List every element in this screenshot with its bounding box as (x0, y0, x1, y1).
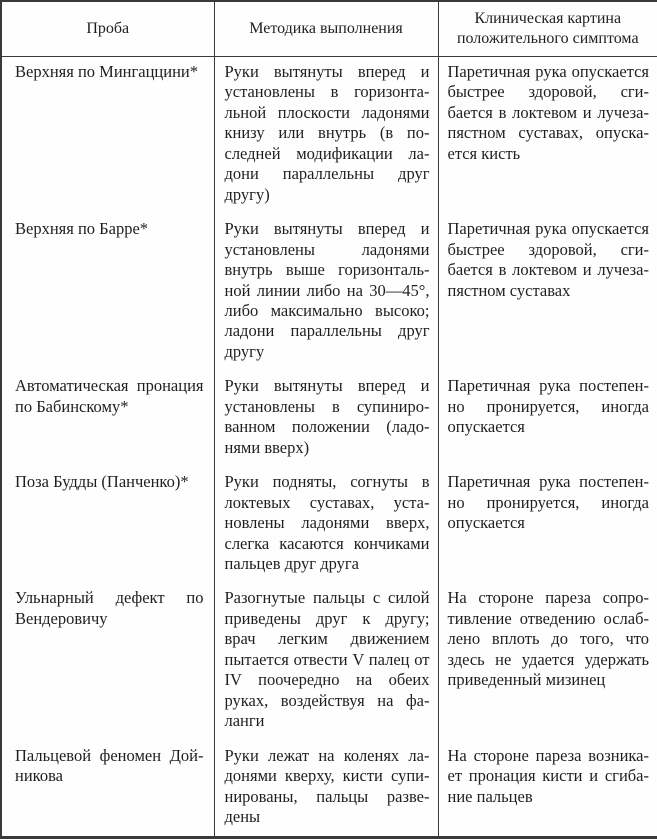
clinical-cell: Паретичная рука постепенно пронируется, иногда опускается (438, 371, 657, 467)
proba-cell: Пальцевой феномен Дойникова (15, 745, 204, 786)
proba-cell: Верхняя по Мингаццини* (15, 62, 198, 81)
clinical-cell: Паретичная рука опускается быстрее здоровой, сгибается в локтевом и лучезапястном суставах (438, 214, 657, 371)
table-row (1, 741, 657, 838)
table-row (1, 371, 657, 467)
proba-cell: Поза Будды (Панченко)* (15, 472, 189, 492)
table-row (1, 57, 657, 215)
proba-cell: Ульнарный дефект по Вендеровичу (15, 588, 204, 628)
method-cell: Руки подняты, согнуты в локтевых суставах, установлены ладонями вверх, слегка касаются кончиками пальцев друг друга (214, 467, 438, 583)
clinical-cell: На стороне пареза сопротивление отведению ослаблено вплоть до того, что здесь не удается удержать приведенный мизинец (438, 583, 657, 740)
clinical-cell: Паретичная рука постепенно пронируется, иногда опускается (438, 467, 657, 583)
header-proba: Проба (1, 1, 214, 57)
table-row (1, 214, 657, 371)
header-clinical: Клиническая картина положительного симптома (438, 1, 657, 57)
method-cell: Руки лежат на коленях ладонями кверху, кисти супинированы, пальцы разведены (214, 741, 438, 838)
proba-cell: Автоматическая пронация по Бабинскому* (15, 376, 204, 416)
table-row (1, 467, 657, 583)
table-row (1, 583, 657, 740)
method-cell: Руки вытянуты вперед и установлены в горизонтальной плоскости ладонями книзу или внутрь (в последней модификации ладони параллельны друг другу) (214, 57, 438, 215)
clinical-cell: На стороне пареза возникает пронация кисти и сгибание пальцев (438, 741, 657, 838)
method-cell: Руки вытянуты вперед и установлены ладонями внутрь выше горизонтальной линии либо на 30—45°, либо максимально высоко; ладони параллельны друг другу (214, 214, 438, 371)
header-method: Методика выполнения (214, 1, 438, 57)
clinical-cell: Паретичная рука опускается быстрее здоровой, сгибается в локтевом и лучезапястном суставах, опускается кисть (438, 57, 657, 215)
proba-cell: Верхняя по Барре* (15, 219, 149, 239)
method-cell: Руки вытянуты вперед и установлены в супинированном положении (ладонями вверх) (214, 371, 438, 467)
header-row (1, 1, 657, 57)
method-cell: Разогнутые пальцы с силой приведены друг к другу; врач легким движением пытается отвести V палец от IV поочередно на обеих руках, воздействуя на фаланги (214, 583, 438, 740)
